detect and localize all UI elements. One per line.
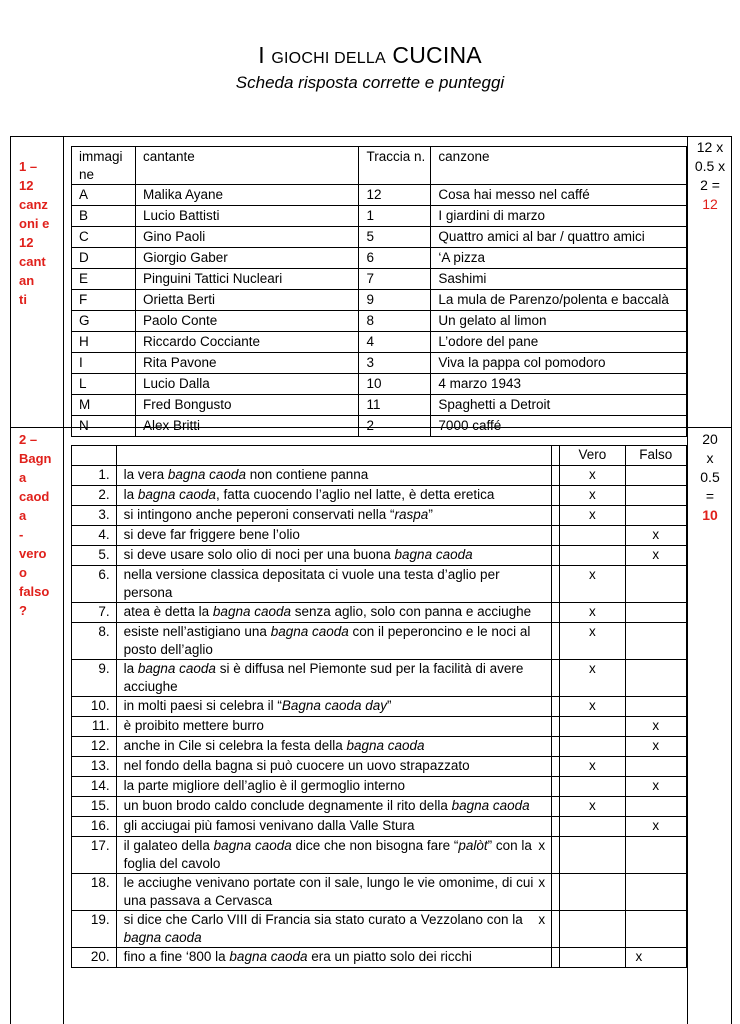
spacer-cell [552,797,560,817]
spacer-cell [552,623,560,660]
question-text: fino a fine ‘800 la bagna caoda era un piatto solo dei ricchi [116,948,552,968]
label-line: 20 [702,431,718,447]
label-line: oni e [19,216,50,231]
question-number: 9. [72,660,117,697]
question-text: è proibito mettere burro [116,717,552,737]
falso-mark [625,874,686,911]
truefalse-header-row [72,446,687,466]
table-row [72,506,687,526]
table-row [72,566,687,603]
vero-mark [560,526,625,546]
song-title: Quattro amici al bar / quattro amici [431,227,687,248]
track-number: 2 [359,416,431,437]
falso-mark: x [625,948,686,968]
spacer-cell [552,697,560,717]
table-row [72,660,687,697]
track-number: 7 [359,269,431,290]
question-number: 19. [72,911,117,948]
label-line: an [19,273,35,288]
table-row [72,353,687,374]
vero-mark: x [560,466,625,486]
falso-mark: x [625,717,686,737]
falso-mark [625,797,686,817]
spacer-cell [552,546,560,566]
table-row [72,737,687,757]
score-total: 10 [702,507,718,523]
section2-label [19,430,61,620]
question-number: 12. [72,737,117,757]
question-number: 15. [72,797,117,817]
falso-mark [625,566,686,603]
singer: Alex Britti [135,416,359,437]
question-text: le acciughe venivano portate con il sale, lungo le vie omonime, di cui una passava a Cervasca [116,874,552,911]
song-title: I giardini di marzo [431,206,687,227]
table-row [72,227,687,248]
question-number: 17. [72,837,117,874]
vero-mark: x [538,911,603,948]
singer: Lucio Dalla [135,374,359,395]
spacer-cell [552,777,560,797]
question-number: 3. [72,506,117,526]
question-text: nella versione classica depositata ci vuole una testa d’aglio per persona [116,566,552,603]
vero-mark: x [560,506,625,526]
image-letter: G [72,311,136,332]
track-number: 6 [359,248,431,269]
question-text: un buon brodo caldo conclude degnamente il rito della bagna caoda [116,797,552,817]
question-number: 14. [72,777,117,797]
vero-mark: x [560,660,625,697]
label-line: 12 [19,178,34,193]
image-letter: L [72,374,136,395]
question-number: 11. [72,717,117,737]
falso-mark: x [625,777,686,797]
songs-header-row [72,147,687,185]
singer: Paolo Conte [135,311,359,332]
track-number: 10 [359,374,431,395]
table-row [72,837,687,874]
table-row [72,290,687,311]
table-row [72,269,687,290]
page-subtitle: Scheda risposta corrette e punteggi [235,73,505,92]
falso-mark [625,660,686,697]
score-total: 12 [702,196,718,212]
song-title: 7000 caffé [431,416,687,437]
label-line: x [706,450,714,466]
label-line: 1 – [19,159,38,174]
vero-mark: x [560,757,625,777]
table-row [72,603,687,623]
singer: Pinguini Tattici Nucleari [135,269,359,290]
track-number: 5 [359,227,431,248]
falso-mark [625,837,686,874]
song-title: Cosa hai messo nel caffé [431,185,687,206]
falso-mark [625,623,686,660]
singer: Gino Paoli [135,227,359,248]
track-number: 9 [359,290,431,311]
singer: Malika Ayane [135,185,359,206]
song-title: Spaghetti a Detroit [431,395,687,416]
question-number: 13. [72,757,117,777]
question-text: si intingono anche peperoni conservati nella “raspa” [116,506,552,526]
falso-mark [625,506,686,526]
blank-cell [552,446,560,466]
track-number: 3 [359,353,431,374]
title-i: I [258,42,265,68]
table-row [72,466,687,486]
image-letter: M [72,395,136,416]
table-row [72,395,687,416]
table-row [72,248,687,269]
question-text: gli acciugai più famosi venivano dalla Valle Stura [116,817,552,837]
label-line: caod [19,489,50,504]
falso-header: Falso [625,446,686,466]
falso-mark [625,486,686,506]
table-row [72,486,687,506]
question-text: anche in Cile si celebra la festa della bagna caoda [116,737,552,757]
falso-mark: x [625,526,686,546]
table-row [72,332,687,353]
image-letter: E [72,269,136,290]
label-line: 12 [19,235,34,250]
table-row [72,311,687,332]
track-number: 1 [359,206,431,227]
falso-mark [625,757,686,777]
question-text: la parte migliore dell’aglio è il germoglio interno [116,777,552,797]
label-line: Bagn [19,451,52,466]
spacer-cell [552,717,560,737]
blank-cell [116,446,552,466]
label-line: a [19,508,27,523]
spacer-cell [552,737,560,757]
column-header: cantante [135,147,359,185]
question-text: il galateo della bagna caoda dice che non bisogna fare “palòt” con la foglia del cavolo [116,837,552,874]
vero-mark [538,948,603,968]
table-row [72,948,687,968]
vero-mark [560,777,625,797]
question-number: 6. [72,566,117,603]
vero-mark: x [560,623,625,660]
question-text: atea è detta la bagna caoda senza aglio, solo con panna e acciughe [116,603,552,623]
falso-mark: x [625,817,686,837]
singer: Lucio Battisti [135,206,359,227]
spacer-cell [552,660,560,697]
song-title: La mula de Parenzo/polenta e baccalà [431,290,687,311]
image-letter: A [72,185,136,206]
table-row [72,374,687,395]
label-line: canz [19,197,48,212]
song-title: 4 marzo 1943 [431,374,687,395]
vero-mark: x [538,837,603,874]
vero-mark: x [560,566,625,603]
label-line: a [19,470,27,485]
label-line: ? [19,603,27,618]
question-text: nel fondo della bagna si può cuocere un uovo strapazzato [116,757,552,777]
spacer-cell [552,566,560,603]
question-number: 16. [72,817,117,837]
track-number: 4 [359,332,431,353]
singer: Orietta Berti [135,290,359,311]
singer: Riccardo Cocciante [135,332,359,353]
track-number: 8 [359,311,431,332]
question-number: 20. [72,948,117,968]
title-small-caps: GIOCHI DELLA [271,50,386,67]
singer: Rita Pavone [135,353,359,374]
song-title: Un gelato al limon [431,311,687,332]
question-number: 7. [72,603,117,623]
singer: Giorgio Gaber [135,248,359,269]
column-header: immagi ne [72,147,136,185]
section2-score [688,430,732,525]
question-text: si dice che Carlo VIII di Francia sia stato curato a Vezzolano con la bagna caoda [116,911,552,948]
table-row [72,526,687,546]
track-number: 11 [359,395,431,416]
table-row [72,817,687,837]
left-column-divider [63,137,64,1024]
singer: Fred Bongusto [135,395,359,416]
label-line: = [705,488,715,504]
songs-table [71,146,687,437]
falso-mark [625,911,686,948]
page-title [0,42,740,69]
question-text: si deve usare solo olio di noci per una buona bagna caoda [116,546,552,566]
vero-mark [560,546,625,566]
section1-label [19,157,61,309]
falso-mark: x [625,737,686,757]
label-line: cant [19,254,46,269]
vero-mark [560,817,625,837]
label-line: 0.5 x [694,158,726,174]
table-row [72,757,687,777]
spacer-cell [552,526,560,546]
label-line: 2 – [19,432,38,447]
spacer-cell [552,817,560,837]
label-line: - [19,527,24,542]
table-row [72,206,687,227]
label-line: vero [19,546,47,561]
title-cucina: CUCINA [392,42,482,68]
truefalse-table [71,445,687,968]
vero-mark: x [538,874,603,911]
label-line: falso [19,584,50,599]
falso-mark [625,603,686,623]
label-line: 2 = [700,177,720,193]
table-row [72,185,687,206]
question-text: la vera bagna caoda non contiene panna [116,466,552,486]
spacer-cell [552,506,560,526]
song-title: Viva la pappa col pomodoro [431,353,687,374]
question-text: la bagna caoda, fatta cuocendo l’aglio nel latte, è detta eretica [116,486,552,506]
spacer-cell [552,466,560,486]
spacer-cell [552,757,560,777]
column-header: canzone [431,147,687,185]
table-row [72,623,687,660]
image-letter: H [72,332,136,353]
label-line: 0.5 [700,469,720,485]
table-row [72,697,687,717]
song-title: Sashimi [431,269,687,290]
vero-mark: x [560,797,625,817]
vero-mark [560,717,625,737]
question-text: la bagna caoda si è diffusa nel Piemonte sud per la facilità di avere acciughe [116,660,552,697]
question-number: 8. [72,623,117,660]
image-letter: I [72,353,136,374]
question-text: si deve far friggere bene l’olio [116,526,552,546]
section1-score [688,138,732,214]
question-text: esiste nell’astigiano una bagna caoda con il peperoncino e le noci al posto dell’aglio [116,623,552,660]
question-number: 2. [72,486,117,506]
image-letter: F [72,290,136,311]
table-row [72,874,687,911]
falso-mark [625,466,686,486]
track-number: 12 [359,185,431,206]
falso-mark: x [625,546,686,566]
vero-mark: x [560,697,625,717]
question-number: 4. [72,526,117,546]
vero-header: Vero [560,446,625,466]
image-letter: C [72,227,136,248]
label-line: ti [19,292,27,307]
spacer-cell [552,603,560,623]
question-number: 1. [72,466,117,486]
table-row [72,777,687,797]
table-row [72,717,687,737]
label-line: o [19,565,27,580]
table-row [72,416,687,437]
image-letter: B [72,206,136,227]
table-row [72,797,687,817]
question-number: 10. [72,697,117,717]
question-number: 5. [72,546,117,566]
question-number: 18. [72,874,117,911]
spacer-cell [552,486,560,506]
image-letter: N [72,416,136,437]
song-title: ‘A pizza [431,248,687,269]
right-column-divider [687,137,688,1024]
image-letter: D [72,248,136,269]
blank-cell [72,446,117,466]
vero-mark: x [560,603,625,623]
label-line: 12 x [696,139,724,155]
table-row [72,546,687,566]
vero-mark [560,737,625,757]
falso-mark [625,697,686,717]
song-title: L’odore del pane [431,332,687,353]
question-text: in molti paesi si celebra il “Bagna caoda day” [116,697,552,717]
column-header: Traccia n. [359,147,431,185]
vero-mark: x [560,486,625,506]
table-row [72,911,687,948]
